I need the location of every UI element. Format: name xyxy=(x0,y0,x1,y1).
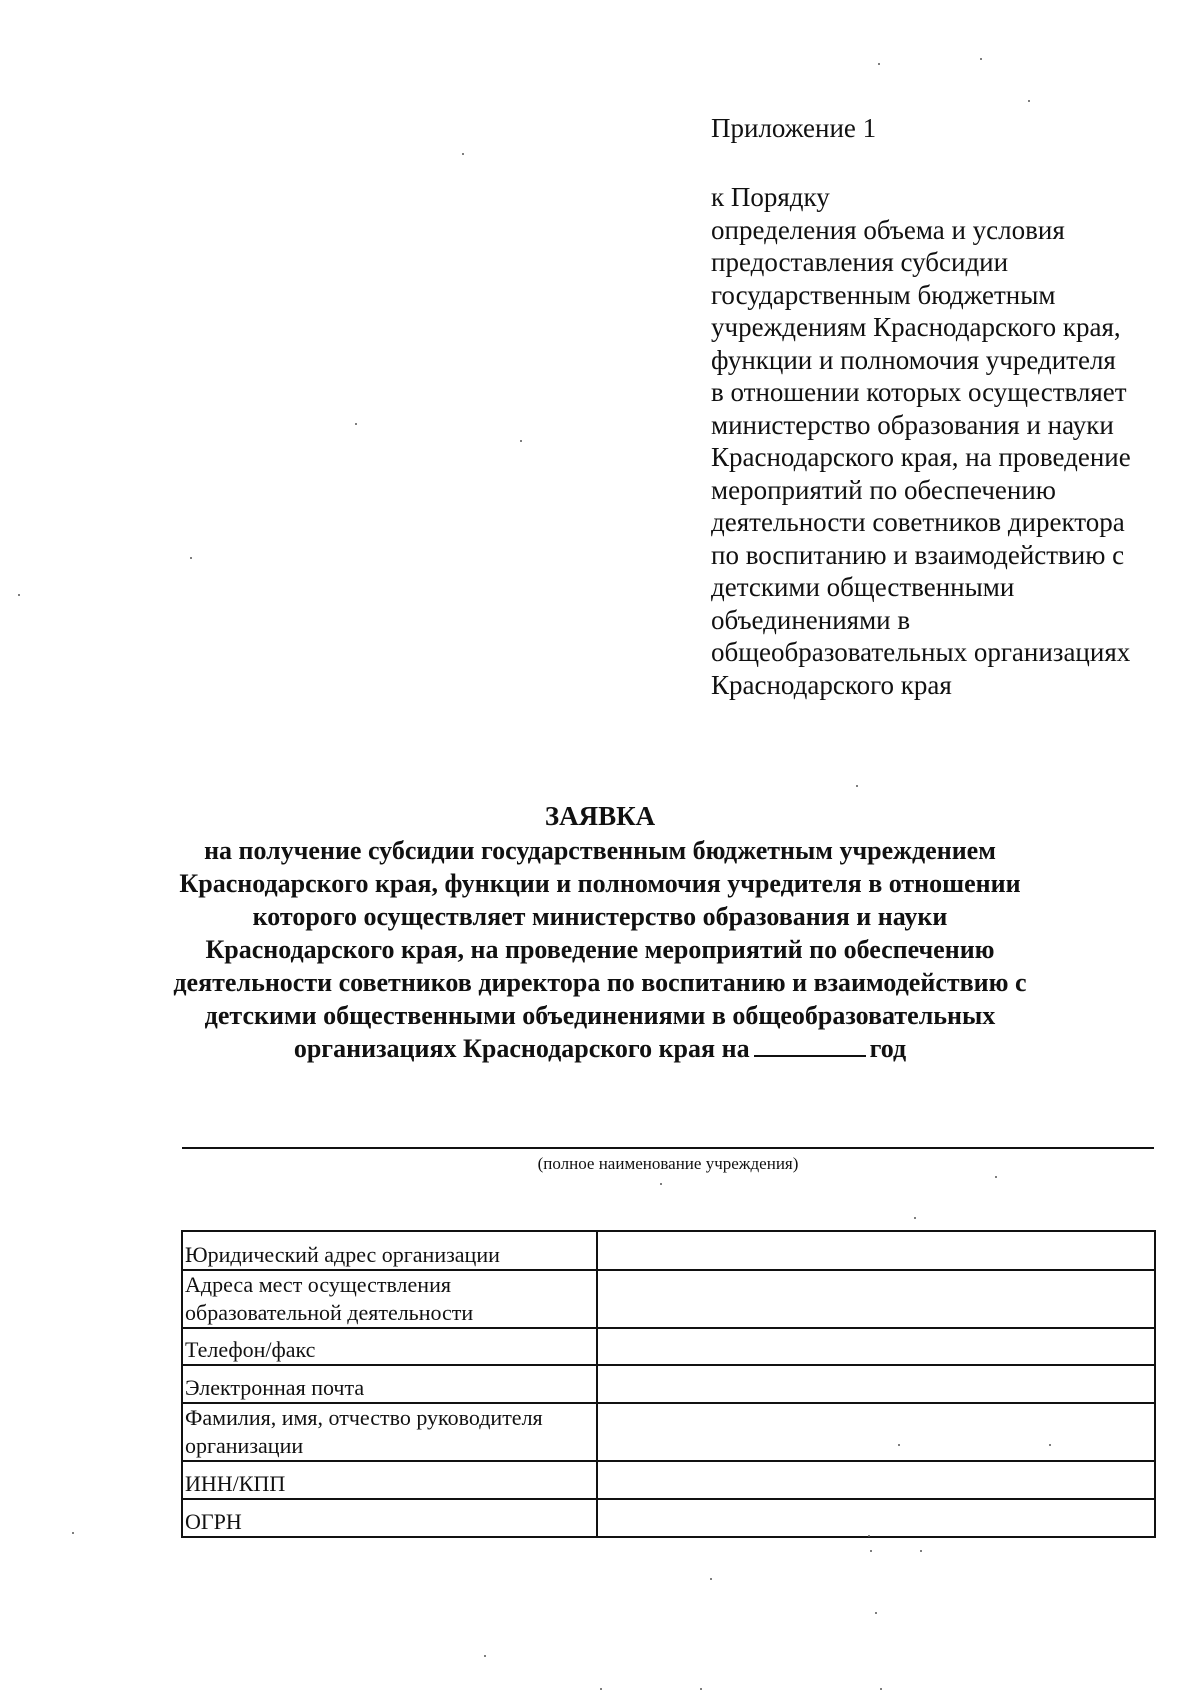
appendix-line: Краснодарского края, на проведение xyxy=(711,442,1131,472)
heading-last-line xyxy=(140,1032,1060,1065)
row-label: Электронная почта xyxy=(182,1365,597,1403)
scan-speck xyxy=(868,1535,870,1537)
table-row xyxy=(182,1499,1155,1537)
heading-line: Краснодарского края, на проведение мероприятий по обеспечению xyxy=(205,935,995,964)
row-label: ОГРН xyxy=(182,1499,597,1537)
scan-speck xyxy=(600,1688,602,1690)
row-label: Адреса мест осуществления образовательной деятельности xyxy=(182,1270,597,1328)
scan-speck xyxy=(462,153,464,155)
heading-line: на получение субсидии государственным бюджетным учреждением xyxy=(204,836,996,865)
scan-speck xyxy=(190,557,192,559)
scan-speck xyxy=(870,1550,872,1552)
scan-speck xyxy=(660,1183,662,1185)
appendix-line: функции и полномочия учредителя xyxy=(711,344,1116,375)
appendix-line: предоставления субсидии xyxy=(711,247,1009,277)
row-label: Фамилия, имя, отчество руководителя организации xyxy=(182,1403,597,1461)
appendix-line: по воспитанию и взаимодействию с xyxy=(711,539,1125,570)
table-row xyxy=(182,1461,1155,1499)
application-heading xyxy=(140,800,1060,1065)
row-value-field[interactable] xyxy=(597,1461,1155,1499)
scan-speck xyxy=(898,1444,900,1446)
row-label: ИНН/КПП xyxy=(182,1461,597,1499)
scan-speck xyxy=(1028,100,1030,102)
heading-line: деятельности советников директора по воспитанию и взаимодействию с xyxy=(173,968,1027,997)
scan-speck xyxy=(875,1612,877,1614)
scan-speck xyxy=(710,1578,712,1580)
appendix-line: объединениями в xyxy=(711,604,911,635)
appendix-reference xyxy=(711,181,1131,701)
appendix-line: учреждениям Краснодарского края, xyxy=(711,312,1121,342)
heading-line-after-blank: год xyxy=(869,1034,907,1063)
table-row xyxy=(182,1328,1155,1365)
scan-speck xyxy=(520,440,522,442)
row-value-field[interactable] xyxy=(597,1231,1155,1270)
row-value-field[interactable] xyxy=(597,1270,1155,1328)
appendix-line: Краснодарского края xyxy=(711,669,952,700)
scan-speck xyxy=(878,63,880,65)
appendix-line: определения объема и условия xyxy=(711,214,1065,245)
row-label: Юридический адрес организации xyxy=(182,1231,597,1270)
scan-speck xyxy=(980,58,982,60)
year-blank-field[interactable] xyxy=(754,1033,866,1057)
heading-line: детскими общественными объединениями в общеобразовательных xyxy=(204,1001,996,1030)
row-label: Телефон/факс xyxy=(182,1328,597,1365)
scan-speck xyxy=(914,1217,916,1219)
heading-line: которого осуществляет министерство образования и науки xyxy=(252,902,948,931)
appendix-line: министерство образования и науки xyxy=(711,409,1114,440)
application-title: ЗАЯВКА xyxy=(544,801,656,831)
row-value-field[interactable] xyxy=(597,1365,1155,1403)
table-row xyxy=(182,1365,1155,1403)
scan-speck xyxy=(920,1550,922,1552)
heading-line: Краснодарского края, функции и полномочия учредителя в отношении xyxy=(179,869,1021,898)
scan-speck xyxy=(72,1532,74,1534)
row-value-field[interactable] xyxy=(597,1328,1155,1365)
scan-speck xyxy=(355,423,357,425)
appendix-line: детскими общественными xyxy=(711,572,1015,602)
scan-speck xyxy=(700,1688,702,1690)
row-value-field[interactable] xyxy=(597,1499,1155,1537)
scan-speck xyxy=(995,1176,997,1178)
appendix-line: государственным бюджетным xyxy=(711,279,1056,310)
appendix-line: деятельности советников директора xyxy=(711,507,1125,537)
row-value-field[interactable] xyxy=(597,1403,1155,1461)
scan-speck xyxy=(18,594,20,596)
heading-line-before-blank: организациях Краснодарского края на xyxy=(293,1034,750,1063)
scan-speck xyxy=(484,1655,486,1657)
organization-info-table xyxy=(181,1230,1156,1538)
table-row xyxy=(182,1270,1155,1328)
appendix-line: общеобразовательных организациях xyxy=(711,637,1131,667)
institution-name-caption: (полное наименование учреждения) xyxy=(537,1154,799,1173)
scan-speck xyxy=(880,1688,882,1690)
institution-name-line[interactable] xyxy=(182,1147,1154,1149)
appendix-title: Приложение 1 xyxy=(711,113,877,143)
table-row xyxy=(182,1231,1155,1270)
table-row xyxy=(182,1403,1155,1461)
scan-speck xyxy=(856,785,858,787)
appendix-line: к Порядку xyxy=(711,182,830,212)
appendix-line: мероприятий по обеспечению xyxy=(711,474,1056,505)
appendix-line: в отношении которых осуществляет xyxy=(711,377,1127,407)
scan-speck xyxy=(1049,1444,1051,1446)
